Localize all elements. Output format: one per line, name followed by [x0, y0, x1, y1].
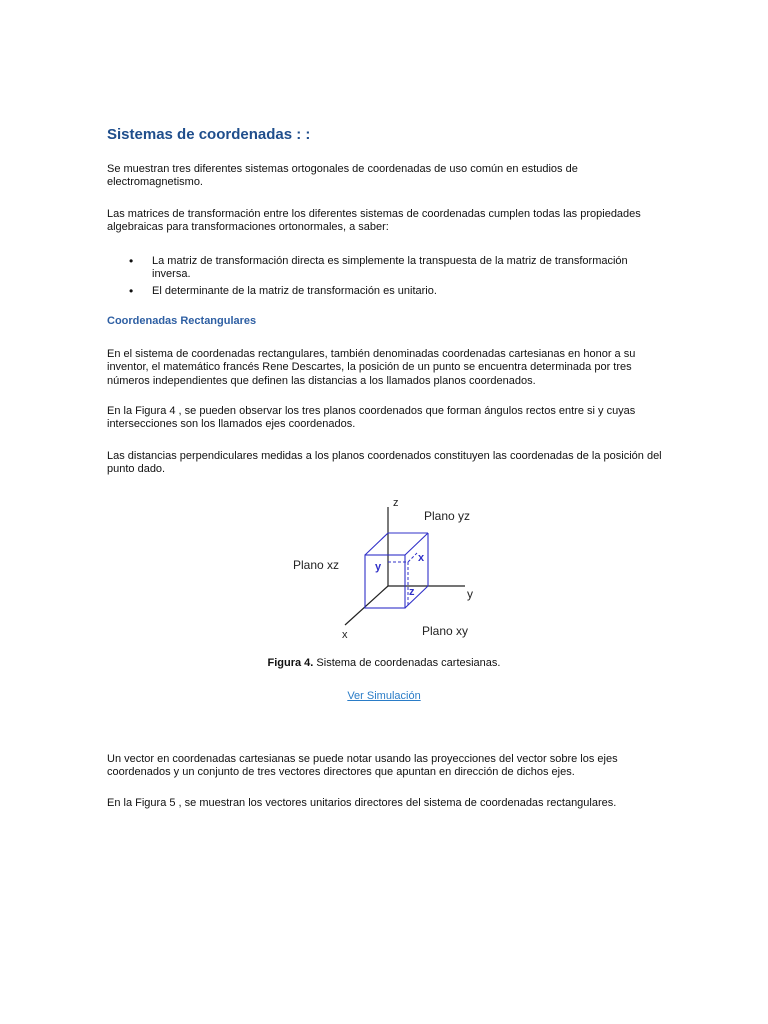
rect-paragraph-1: En el sistema de coordenadas rectangulares, también denominadas coordenadas cartesianas en honor a su inventor, el matemático francés Rene Descartes, la posición de un punto se encuentra determinada por tres números independientes que definen las distancias a los llamados planos coordenados.: [107, 348, 636, 387]
bullet-icon: •: [129, 254, 134, 268]
bullet-icon: •: [129, 283, 134, 298]
x-axis-line: [345, 586, 388, 625]
properties-list: [107, 255, 663, 301]
plane-xy-label: Plano xy: [422, 624, 469, 638]
coord-x-label: x: [418, 552, 425, 564]
x-axis-label: x: [342, 629, 348, 641]
list-item-text: El determinante de la matriz de transformación es unitario.: [152, 284, 437, 297]
rect-paragraph-3: Las distancias perpendiculares medidas a los planos coordenados constituyen las coordenadas de la posición del punto dado.: [107, 450, 662, 476]
list-item: [107, 285, 642, 298]
list-item: [107, 255, 642, 282]
plane-xz-label: Plano xz: [293, 558, 340, 572]
caption-label: Figura 4.: [267, 657, 314, 669]
rect-paragraph-2: En la Figura 4 , se pueden observar los tres planos coordenados que forman ángulos rectos entre si y cuyas intersecciones son los llamados ejes coordenados.: [107, 405, 636, 431]
intro-paragraph-2: Las matrices de transformación entre los diferentes sistemas de coordenadas cumplen todas las propiedades algebraicas para transformaciones ortonormales, a saber:: [107, 208, 641, 234]
coord-z-label: z: [409, 586, 415, 598]
coord-y-label: y: [375, 561, 382, 573]
section-heading: Coordenadas Rectangulares: [107, 315, 257, 327]
intro-paragraph-1: Se muestran tres diferentes sistemas ortogonales de coordenadas de uso común en estudios de electromagnetismo.: [107, 163, 578, 189]
vector-paragraph-1: Un vector en coordenadas cartesianas se puede notar usando las proyecciones del vector sobre los ejes coordenados y un conjunto de tres vectores directores que apuntan en dirección de dichos ejes.: [107, 753, 618, 779]
coordinate-diagram: [287, 493, 487, 643]
ver-simulacion-link[interactable]: Ver Simulación: [347, 690, 421, 702]
z-axis-label: z: [393, 497, 399, 509]
page-title: Sistemas de coordenadas : :: [107, 126, 311, 143]
simulation-link-wrapper: [107, 690, 661, 702]
vector-paragraph-2: En la Figura 5 , se muestran los vectores unitarios directores del sistema de coordenadas rectangulares.: [107, 797, 617, 809]
figure-4-diagram: [287, 493, 487, 643]
caption-text: Sistema de coordenadas cartesianas.: [313, 657, 501, 669]
y-axis-label: y: [467, 587, 473, 601]
list-item-text: La matriz de transformación directa es simplemente la transpuesta de la matriz de transformación inversa.: [152, 255, 628, 281]
plane-yz-label: Plano yz: [424, 509, 471, 523]
figure-caption: [107, 657, 661, 669]
